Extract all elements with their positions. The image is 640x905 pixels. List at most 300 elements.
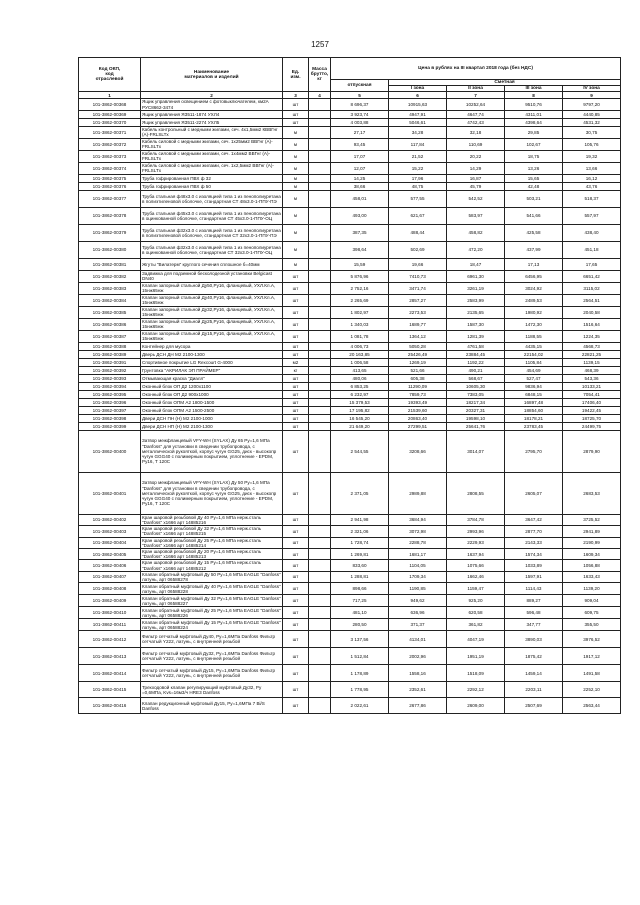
row-zone4-price: 2563,44 — [563, 698, 621, 714]
row-zone4-price: 609,75 — [563, 607, 621, 619]
row-code: 101-3862-00401 — [79, 472, 141, 514]
row-zone2-price: 4047,19 — [447, 631, 505, 648]
row-zone4-price: 1139,20 — [563, 583, 621, 595]
page-number: 1257 — [311, 40, 329, 49]
row-zone1-price: 15,22 — [389, 162, 447, 174]
row-zone4-price: 7054,41 — [563, 390, 621, 398]
row-zone1-price: 34,28 — [389, 126, 447, 138]
header-code: Код ОКП, код отраслевой — [79, 58, 141, 92]
row-zone4-price: 10133,21 — [563, 382, 621, 390]
row-code: 101-3862-00403 — [79, 526, 141, 537]
table-row — [79, 595, 621, 607]
table-row — [79, 631, 621, 648]
row-code: 101-3862-00415 — [79, 682, 141, 698]
row-zone3-price: 1114,43 — [505, 583, 563, 595]
row-zone3-price: 3024,92 — [505, 282, 563, 294]
row-zone2-price: 3014,07 — [447, 430, 505, 472]
table-row — [79, 241, 621, 258]
row-release-price: 717,25 — [331, 595, 389, 607]
row-release-price: 458,01 — [331, 190, 389, 207]
row-mass — [309, 583, 331, 595]
row-mass — [309, 595, 331, 607]
row-name: Кабель силовой с медными жилами, сеч. 1х4мм2 ВВГнг (А)-FRLSLTx — [141, 150, 283, 162]
row-release-price: 16 545,20 — [331, 414, 389, 422]
row-name: Двери ДСН НП (Н) М2 2100-1300 — [141, 422, 283, 430]
row-release-price: 20 163,85 — [331, 350, 389, 358]
row-zone4-price: 2941,89 — [563, 526, 621, 537]
row-mass — [309, 607, 331, 619]
row-code: 101-3862-00384 — [79, 294, 141, 306]
row-name: Оконный блок ОП Д2 900х1000 — [141, 390, 283, 398]
row-unit: шт — [283, 270, 309, 282]
row-mass — [309, 118, 331, 126]
row-mass — [309, 631, 331, 648]
row-code: 101-3862-00371 — [79, 126, 141, 138]
row-unit: шт — [283, 110, 309, 118]
table-row — [79, 406, 621, 414]
row-name: Ящик управления ЯЗ511-1874 УХЛ4 — [141, 110, 283, 118]
table-row — [79, 126, 621, 138]
row-release-price: 2 752,16 — [331, 282, 389, 294]
row-name: Кран шаровой резьбовой Ду 40 Ру=1,6 МПа нерж.сталь "Danfoss" х1666 арт 14885216 — [141, 514, 283, 525]
row-code: 101-3862-00396 — [79, 398, 141, 406]
row-zone4-price: 2564,51 — [563, 294, 621, 306]
row-release-price: 3 137,56 — [331, 631, 389, 648]
row-code: 101-3862-00407 — [79, 571, 141, 582]
row-code: 101-3862-00373 — [79, 150, 141, 162]
row-zone3-price: 541,66 — [505, 207, 563, 224]
table-row — [79, 414, 621, 422]
row-zone2-price: 1518,09 — [447, 665, 505, 682]
row-mass — [309, 270, 331, 282]
header-zone2: II зона — [447, 86, 505, 92]
row-mass — [309, 358, 331, 366]
row-release-price: 17 195,82 — [331, 406, 389, 414]
row-code: 101-3862-00378 — [79, 207, 141, 224]
row-zone2-price: 20327,31 — [447, 406, 505, 414]
row-zone4-price: 1224,35 — [563, 330, 621, 342]
row-zone4-price: 19422,45 — [563, 406, 621, 414]
row-unit: шт — [283, 374, 309, 382]
row-mass — [309, 430, 331, 472]
row-unit: шт — [283, 631, 309, 648]
row-zone4-price: 13,66 — [563, 162, 621, 174]
header-unit: Ед. изм. — [283, 58, 309, 92]
row-zone4-price: 2040,58 — [563, 306, 621, 318]
row-mass — [309, 190, 331, 207]
row-zone3-price: 454,69 — [505, 366, 563, 374]
row-zone3-price: 2507,69 — [505, 698, 563, 714]
row-zone4-price: 3725,52 — [563, 514, 621, 525]
row-code: 101-3862-00412 — [79, 631, 141, 648]
row-zone2-price: 490,21 — [447, 366, 505, 374]
row-zone1-price: 3208,66 — [389, 430, 447, 472]
row-zone3-price: 889,27 — [505, 595, 563, 607]
row-zone3-price: 2877,70 — [505, 526, 563, 537]
row-name: Фильтр сетчатый муфтовый Ду15, Ру=1,6МПа Danfoss Фильтр сетчатый Y222, латунь, с внутренней резьбой — [141, 665, 283, 682]
row-release-price: 38,66 — [331, 182, 389, 190]
row-unit: шт — [283, 549, 309, 560]
row-code: 101-3862-00394 — [79, 382, 141, 390]
row-zone4-price: 909,04 — [563, 595, 621, 607]
row-release-price: 4 006,73 — [331, 342, 389, 350]
row-release-price: 1 802,97 — [331, 306, 389, 318]
row-zone1-price: 21,52 — [389, 150, 447, 162]
row-zone2-price: 18,47 — [447, 258, 505, 270]
row-unit: м — [283, 150, 309, 162]
row-zone1-price: 7859,73 — [389, 390, 447, 398]
row-name: Труба стальная ф32х3.0 с изоляцией типа 1 из пенополиуретана в полиэтиленовой оболочке, стандартная СТ 32х3.0-1-ППУ-ПЭ — [141, 224, 283, 241]
row-code: 101-3862-00416 — [79, 698, 141, 714]
row-code: 101-3862-00410 — [79, 607, 141, 619]
row-code: 101-3862-00406 — [79, 560, 141, 571]
row-name: Кабель силовой с медными жилами, сеч. 1х25мм2 ВВГнг (А)-FRLSLTx — [141, 138, 283, 150]
row-release-price: 280,50 — [331, 619, 389, 631]
row-zone1-price: 605,38 — [389, 374, 447, 382]
table-row — [79, 583, 621, 595]
table-row — [79, 514, 621, 525]
row-zone4-price: 17406,40 — [563, 398, 621, 406]
row-name: Затвор межфланцевый VFY-WH (SYLAX) Ду 65 Ру=1,6 МПа "Danfoss" для установки в сведении трубопровода, с металлической рукояткой, корпус чугун GG25, диск - высокопр чугун GGG40 с полимерным покрытием, уплотнение - EPDM, Ру16, Т 120С — [141, 430, 283, 472]
row-name: Труба гофрированная ПВХ ф 32 — [141, 174, 283, 182]
row-unit: шт — [283, 318, 309, 330]
row-zone2-price: 32,18 — [447, 126, 505, 138]
row-release-price: 8 696,37 — [331, 99, 389, 110]
row-release-price: 493,00 — [331, 207, 389, 224]
table-row — [79, 118, 621, 126]
row-code: 101-3862-00374 — [79, 162, 141, 174]
row-zone3-price: 29,85 — [505, 126, 563, 138]
row-zone3-price: 102,67 — [505, 138, 563, 150]
row-unit: шт — [283, 422, 309, 430]
row-zone1-price: 4134,01 — [389, 631, 447, 648]
table-row — [79, 150, 621, 162]
table-row — [79, 526, 621, 537]
row-zone4-price: 1056,88 — [563, 560, 621, 571]
row-zone4-price: 451,18 — [563, 241, 621, 258]
row-name: Труба стальная ф32х3.0 с изоляцией типа 1 из пенополиуретана в оцинкованной оболочке, стандартная СТ 32х3.0-1-ППУ-ОЦ — [141, 241, 283, 258]
row-unit: шт — [283, 414, 309, 422]
row-mass — [309, 619, 331, 631]
row-release-price: 413,65 — [331, 366, 389, 374]
row-unit: шт — [283, 294, 309, 306]
row-unit: шт — [283, 430, 309, 472]
table-row — [79, 537, 621, 548]
row-mass — [309, 682, 331, 698]
row-zone2-price: 110,69 — [447, 138, 505, 150]
row-zone4-price: 2879,90 — [563, 430, 621, 472]
row-code: 101-3862-00398 — [79, 414, 141, 422]
header-mass: Масса брутто, кг — [309, 58, 331, 92]
row-zone2-price: 14,29 — [447, 162, 505, 174]
row-mass — [309, 406, 331, 414]
table-row — [79, 682, 621, 698]
row-zone2-price: 2135,65 — [447, 306, 505, 318]
row-zone2-price: 2292,12 — [447, 682, 505, 698]
header-zone1: I зона — [389, 86, 447, 92]
col-number: 7 — [447, 92, 505, 99]
table-row — [79, 665, 621, 682]
table-row — [79, 224, 621, 241]
row-unit: шт — [283, 665, 309, 682]
table-body — [79, 99, 621, 714]
row-zone4-price: 24499,75 — [563, 422, 621, 430]
row-zone2-price: 1281,39 — [447, 330, 505, 342]
row-zone4-price: 1609,34 — [563, 549, 621, 560]
row-mass — [309, 571, 331, 582]
row-zone3-price: 17,13 — [505, 258, 563, 270]
row-zone1-price: 11290,09 — [389, 382, 447, 390]
row-zone3-price: 9510,76 — [505, 99, 563, 110]
row-release-price: 480,06 — [331, 374, 389, 382]
row-zone1-price: 371,37 — [389, 619, 447, 631]
table-row — [79, 294, 621, 306]
row-zone1-price: 1190,85 — [389, 583, 447, 595]
row-unit: шт — [283, 330, 309, 342]
col-number: 9 — [563, 92, 621, 99]
table-row — [79, 110, 621, 118]
row-zone4-price: 18725,70 — [563, 414, 621, 422]
col-number: 5 — [331, 92, 389, 99]
row-zone3-price: 347,77 — [505, 619, 563, 631]
row-mass — [309, 665, 331, 682]
row-zone1-price: 10915,63 — [389, 99, 447, 110]
row-name: Контейнер для мусора — [141, 342, 283, 350]
row-code: 101-3862-00376 — [79, 182, 141, 190]
row-zone1-price: 25426,49 — [389, 350, 447, 358]
row-zone3-price: 1459,14 — [505, 665, 563, 682]
row-zone3-price: 3647,42 — [505, 514, 563, 525]
table-row — [79, 430, 621, 472]
row-release-price: 1 081,78 — [331, 330, 389, 342]
row-code: 101-3862-00375 — [79, 174, 141, 182]
table-row — [79, 190, 621, 207]
row-zone1-price: 21539,60 — [389, 406, 447, 414]
row-zone1-price: 19,66 — [389, 258, 447, 270]
row-release-price: 833,60 — [331, 560, 389, 571]
row-zone1-price: 2352,61 — [389, 682, 447, 698]
table-row — [79, 138, 621, 150]
row-name: Клапан обратный муфтовый Ду 32 Ру=1,6 МПа EAGLE "Danfoss" латунь, арт 06588227 — [142, 595, 281, 606]
row-mass — [309, 150, 331, 162]
row-name: Кабель силовой с медными жилами, сеч. 1х2,5мм2 ВВГнг (А)-FRLSLTx — [141, 162, 283, 174]
row-zone1-price: 1681,17 — [389, 549, 447, 560]
row-name: Ящик управления освещением с фотовыключателем, км2А РУС8662-3474 — [141, 99, 283, 110]
table-row — [79, 182, 621, 190]
row-zone2-price: 2808,55 — [447, 472, 505, 514]
row-zone2-price: 1662,46 — [447, 571, 505, 582]
row-zone4-price: 2683,53 — [563, 472, 621, 514]
row-zone3-price: 4311,01 — [505, 110, 563, 118]
row-mass — [309, 382, 331, 390]
row-zone1-price: 2273,53 — [389, 306, 447, 318]
row-zone2-price: 2229,93 — [447, 537, 505, 548]
row-release-price: 4 003,88 — [331, 118, 389, 126]
row-mass — [309, 318, 331, 330]
row-release-price: 481,10 — [331, 607, 389, 619]
row-code: 101-3862-00387 — [79, 330, 141, 342]
row-release-price: 2 265,69 — [331, 294, 389, 306]
row-zone2-price: 3261,19 — [447, 282, 505, 294]
row-zone3-price: 2203,11 — [505, 682, 563, 698]
row-name: Трехходовой клапан регулирующий муфтовый Ду32, Ру =0,6МПа, Kvs=16м3/ч HRE3 Danfoss — [141, 682, 283, 698]
row-mass — [309, 398, 331, 406]
row-release-price: 1 288,81 — [331, 571, 389, 582]
row-zone1-price: 1689,77 — [389, 318, 447, 330]
row-zone1-price: 521,66 — [389, 366, 447, 374]
row-name: Клапан запорный стальной Ду32,Ру16, фланцевый, УХЛ.Кл.А, 15нж65нж — [141, 306, 283, 318]
row-name: Клапан редукционный муфтовый Ду15, Ру=1,6МПа 7 Bi/S Danfoss — [141, 698, 283, 714]
row-release-price: 1 269,81 — [331, 549, 389, 560]
row-release-price: 93,45 — [331, 138, 389, 150]
row-unit: шт — [283, 118, 309, 126]
row-zone1-price: 2989,88 — [389, 472, 447, 514]
row-mass — [309, 138, 331, 150]
row-zone3-price: 18854,60 — [505, 406, 563, 414]
row-name: Задвижка для подземной бесколодезной установки Belgicast DN40 — [141, 270, 283, 282]
row-code: 101-3862-00400 — [79, 430, 141, 472]
row-unit: шт — [283, 526, 309, 537]
col-number: 1 — [79, 92, 141, 99]
row-name: Грунтовка "АКРИЛАК ЭП ПРАЙМЕР" — [141, 366, 283, 374]
row-zone4-price: 518,37 — [563, 190, 621, 207]
row-release-price: 398,64 — [331, 241, 389, 258]
row-zone2-price: 925,20 — [447, 595, 505, 607]
table-row — [79, 422, 621, 430]
header-price-title: Цена в рублях на III квартал 2018 года (без НДС) — [331, 58, 621, 80]
header-release: отпускная — [331, 80, 389, 92]
row-zone4-price: 1491,58 — [563, 665, 621, 682]
row-code: 101-3862-00402 — [79, 514, 141, 525]
row-unit: м — [283, 182, 309, 190]
row-zone3-price: 16897,48 — [505, 398, 563, 406]
row-zone4-price: 16,12 — [563, 174, 621, 182]
row-zone4-price: 17,65 — [563, 258, 621, 270]
row-zone4-price: 4531,32 — [563, 118, 621, 126]
col-number: 6 — [389, 92, 447, 99]
row-zone3-price: 18,75 — [505, 150, 563, 162]
table-row — [79, 282, 621, 294]
row-zone1-price: 5050,28 — [389, 342, 447, 350]
row-zone1-price: 1558,16 — [389, 665, 447, 682]
column-numbers-row — [79, 92, 621, 99]
row-zone2-price: 2583,99 — [447, 294, 505, 306]
row-zone1-price: 1269,19 — [389, 358, 447, 366]
row-zone2-price: 16,87 — [447, 174, 505, 182]
row-release-price: 387,35 — [331, 224, 389, 241]
row-release-price: 1 178,89 — [331, 665, 389, 682]
row-zone2-price: 1192,22 — [447, 358, 505, 366]
row-release-price: 1 728,74 — [331, 537, 389, 548]
row-unit: кг — [283, 366, 309, 374]
row-unit: шт — [283, 382, 309, 390]
row-name: Дверь ДСН ДН М2 2100-1300 — [141, 350, 283, 358]
row-code: 101-3862-00389 — [79, 350, 141, 358]
row-zone2-price: 19598,10 — [447, 414, 505, 422]
row-zone4-price: 4440,85 — [563, 110, 621, 118]
row-unit: шт — [283, 571, 309, 582]
row-mass — [309, 241, 331, 258]
table-row — [79, 382, 621, 390]
row-name: Оконный блок ОПМ А2 1800-1500 — [141, 398, 283, 406]
row-zone3-price: 3890,03 — [505, 631, 563, 648]
row-code: 101-3862-00369 — [79, 110, 141, 118]
row-zone2-price: 1637,94 — [447, 549, 505, 560]
row-zone2-price: 361,82 — [447, 619, 505, 631]
row-zone3-price: 1574,34 — [505, 549, 563, 560]
row-unit: шт — [283, 648, 309, 665]
row-release-price: 1 512,84 — [331, 648, 389, 665]
row-zone4-price: 1516,64 — [563, 318, 621, 330]
row-zone4-price: 557,97 — [563, 207, 621, 224]
row-name: Труба стальная ф48х3.0 с изоляцией типа 1 из пенополиуретана в полиэтиленовой оболочке, стандартная СТ 48х3.0-1-ППУ-ПЭ — [141, 190, 283, 207]
row-mass — [309, 306, 331, 318]
col-number: 2 — [141, 92, 283, 99]
row-name: Кабель контрольный с медными жилами, сеч. 4х1,5мм2 КВВГнг (А)-FRLSLTx — [141, 126, 283, 138]
row-unit: шт — [283, 583, 309, 595]
row-zone1-price: 27299,51 — [389, 422, 447, 430]
row-zone1-price: 3684,94 — [389, 514, 447, 525]
row-release-price: 5 876,96 — [331, 270, 389, 282]
row-code: 101-3862-00380 — [79, 241, 141, 258]
row-zone3-price: 1472,30 — [505, 318, 563, 330]
row-release-price: 1 006,58 — [331, 358, 389, 366]
table-row — [79, 571, 621, 582]
row-zone2-price: 7383,05 — [447, 390, 505, 398]
row-mass — [309, 330, 331, 342]
row-mass — [309, 526, 331, 537]
row-unit: м — [283, 224, 309, 241]
row-release-price: 17,07 — [331, 150, 389, 162]
row-unit: шт — [283, 514, 309, 525]
row-mass — [309, 374, 331, 382]
row-zone3-price: 2143,33 — [505, 537, 563, 548]
row-name: Спортивное покрытие LG Rexcourt G-4000 — [141, 358, 283, 366]
table-row — [79, 207, 621, 224]
table-row — [79, 398, 621, 406]
row-mass — [309, 350, 331, 358]
row-name: Клапан обратный муфтовый Ду 40 Ру=1,6 МПа EAGLE "Danfoss" латунь, арт 06588228 — [142, 583, 281, 594]
row-mass — [309, 224, 331, 241]
row-zone1-price: 5046,61 — [389, 118, 447, 126]
row-code: 101-3862-00377 — [79, 190, 141, 207]
row-code: 101-3862-00405 — [79, 549, 141, 560]
row-code: 101-3862-00413 — [79, 648, 141, 665]
row-zone3-price: 1597,91 — [505, 571, 563, 582]
row-zone2-price: 4761,58 — [447, 342, 505, 350]
row-code: 101-3862-00379 — [79, 224, 141, 241]
row-zone3-price: 2489,53 — [505, 294, 563, 306]
row-zone3-price: 23783,45 — [505, 422, 563, 430]
row-name: Кран шаровой резьбовой Ду 25 Ру=1,6 МПа нерж.сталь "Danfoss" х1666 арт 14885214 — [141, 537, 283, 548]
row-unit: м — [283, 190, 309, 207]
row-release-price: 2 371,05 — [331, 472, 389, 514]
row-release-price: 1 778,95 — [331, 682, 389, 698]
row-unit: шт — [283, 342, 309, 350]
row-code: 101-3862-00372 — [79, 138, 141, 150]
row-release-price: 6 232,97 — [331, 390, 389, 398]
row-name: Клапан запорный стальной Ду15,Ру16, фланцевый, УХЛ.Кл.А, 15нж65нж — [141, 330, 283, 342]
row-zone3-price: 6848,15 — [505, 390, 563, 398]
row-name: Клапан обратный муфтовый Ду 50 Ру=1,6 МПа EAGLE "Danfoss" латунь, арт 06588278 — [142, 571, 281, 583]
row-mass — [309, 472, 331, 514]
row-zone4-price: 105,76 — [563, 138, 621, 150]
row-zone2-price: 583,97 — [447, 207, 505, 224]
row-release-price: 12,07 — [331, 162, 389, 174]
row-zone4-price: 22821,25 — [563, 350, 621, 358]
col-number: 4 — [309, 92, 331, 99]
row-zone2-price: 20,22 — [447, 150, 505, 162]
